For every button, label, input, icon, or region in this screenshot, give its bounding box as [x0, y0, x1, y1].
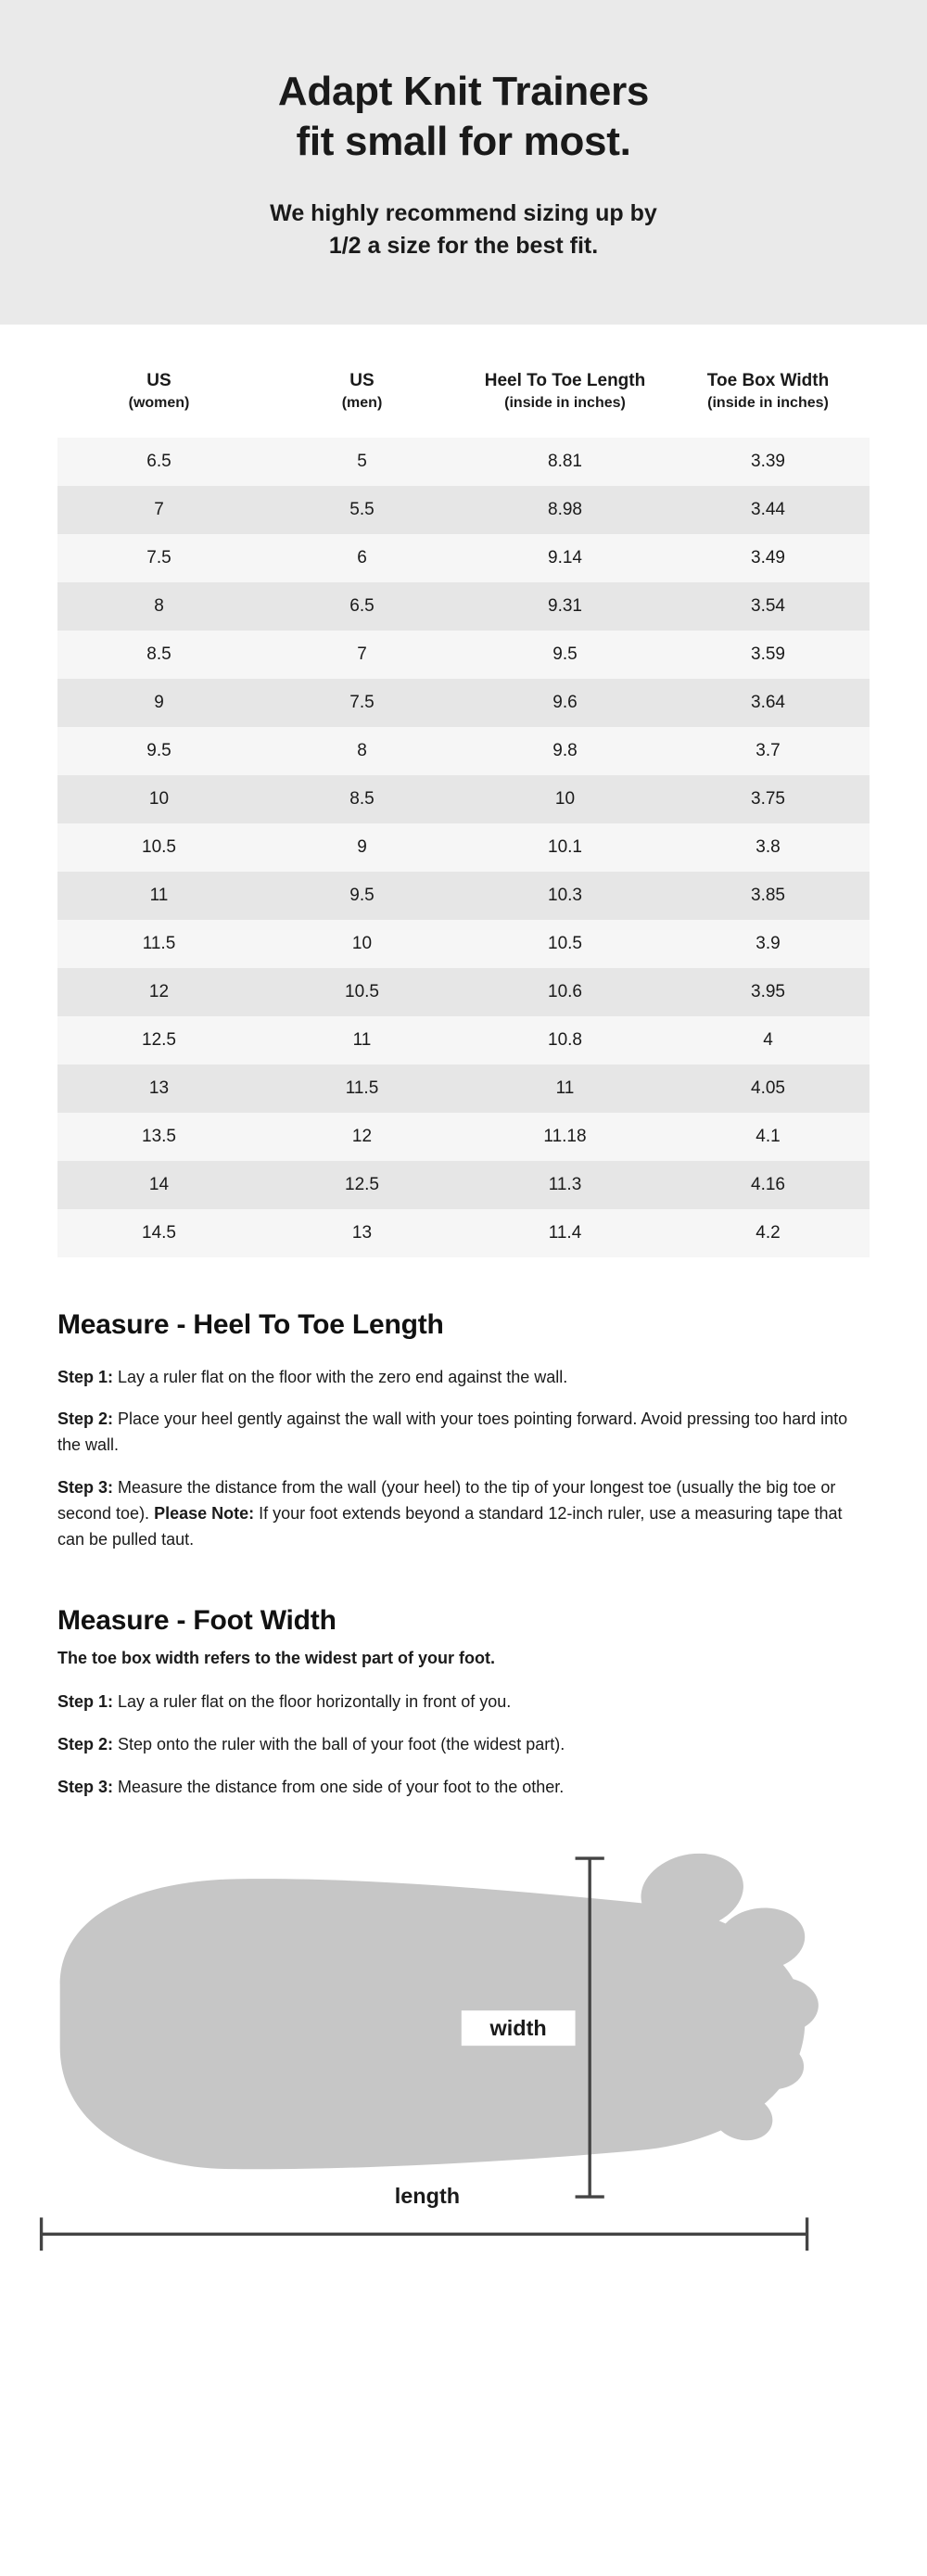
- cell-toe-box-width: 3.49: [667, 534, 870, 582]
- column-header-label: US: [349, 371, 375, 391]
- heel-to-toe-section-title: Measure - Heel To Toe Length: [57, 1308, 444, 1340]
- step-label: Step 1:: [57, 1691, 114, 1711]
- foot-width-lead: The toe box width refers to the widest part of your foot.: [57, 1648, 496, 1667]
- cell-toe-box-width: 4.2: [667, 1209, 870, 1257]
- cell-toe-box-width: 4: [667, 1016, 870, 1065]
- cell-heel-to-toe: 9.31: [464, 582, 667, 631]
- size-table-body: [57, 438, 870, 1257]
- column-header-toe-box-width: [667, 362, 870, 437]
- cell-us-women: 9.5: [57, 727, 260, 775]
- table-row: [57, 1209, 870, 1257]
- heel-to-toe-step-3: [57, 1475, 870, 1553]
- cell-toe-box-width: 3.44: [667, 486, 870, 534]
- cell-us-women: 7: [57, 486, 260, 534]
- table-row: [57, 1161, 870, 1209]
- column-header-unit: (inside in inches): [504, 394, 626, 411]
- heel-to-toe-step-1: [57, 1365, 870, 1391]
- cell-us-men: 6.5: [260, 582, 464, 631]
- cell-toe-box-width: 3.59: [667, 631, 870, 679]
- column-header-us-men: [260, 362, 464, 437]
- cell-toe-box-width: 3.75: [667, 775, 870, 823]
- cell-toe-box-width: 4.1: [667, 1113, 870, 1161]
- length-measure-line: [42, 2217, 807, 2251]
- cell-heel-to-toe: 10: [464, 775, 667, 823]
- foot-shape-icon: [60, 1843, 819, 2168]
- table-row: [57, 1065, 870, 1113]
- size-table-head: [57, 362, 870, 437]
- page-title-line-2: fit small for most.: [296, 118, 631, 164]
- cell-us-women: 11: [57, 872, 260, 920]
- cell-us-men: 11: [260, 1016, 464, 1065]
- cell-us-men: 12: [260, 1113, 464, 1161]
- page-subtitle-line-2: 1/2 a size for the best fit.: [328, 232, 599, 259]
- cell-heel-to-toe: 11.18: [464, 1113, 667, 1161]
- foot-width-section-title: Measure - Foot Width: [57, 1604, 337, 1636]
- cell-us-men: 9: [260, 823, 464, 872]
- column-header-unit: (women): [128, 394, 190, 411]
- cell-toe-box-width: 4.16: [667, 1161, 870, 1209]
- cell-us-men: 5: [260, 438, 464, 486]
- header-banner: [0, 0, 927, 325]
- foot-width-step-1: [57, 1690, 870, 1715]
- page-title-line-1: Adapt Knit Trainers: [277, 69, 650, 114]
- foot-diagram-svg: [19, 1840, 908, 2254]
- cell-us-men: 11.5: [260, 1065, 464, 1113]
- cell-us-men: 5.5: [260, 486, 464, 534]
- step-label: Step 2:: [57, 1409, 114, 1429]
- cell-us-women: 9: [57, 679, 260, 727]
- page-title: [56, 67, 871, 166]
- foot-width-step-3: [57, 1775, 870, 1801]
- table-row: [57, 823, 870, 872]
- column-header-us-women: [57, 362, 260, 437]
- cell-toe-box-width: 3.7: [667, 727, 870, 775]
- width-label: width: [489, 2015, 547, 2040]
- table-row: [57, 486, 870, 534]
- step-text: Measure the distance from one side of your foot to the other.: [113, 1777, 565, 1796]
- cell-heel-to-toe: 8.98: [464, 486, 667, 534]
- table-row: [57, 631, 870, 679]
- cell-toe-box-width: 3.8: [667, 823, 870, 872]
- table-row: [57, 679, 870, 727]
- step-text: Lay a ruler flat on the floor horizontally in front of you.: [113, 1691, 512, 1711]
- table-row: [57, 920, 870, 968]
- cell-toe-box-width: 3.9: [667, 920, 870, 968]
- length-label: length: [394, 2183, 461, 2208]
- cell-us-women: 13.5: [57, 1113, 260, 1161]
- cell-us-women: 8: [57, 582, 260, 631]
- cell-us-women: 13: [57, 1065, 260, 1113]
- cell-us-women: 7.5: [57, 534, 260, 582]
- step-label: Step 3:: [57, 1777, 114, 1796]
- cell-us-men: 6: [260, 534, 464, 582]
- cell-heel-to-toe: 9.5: [464, 631, 667, 679]
- cell-toe-box-width: 3.39: [667, 438, 870, 486]
- table-row: [57, 582, 870, 631]
- table-header-row: [57, 362, 870, 437]
- step-text: Lay a ruler flat on the floor with the zero end against the wall.: [113, 1367, 568, 1386]
- cell-us-women: 10: [57, 775, 260, 823]
- page-subtitle: [56, 198, 871, 261]
- cell-us-women: 10.5: [57, 823, 260, 872]
- cell-us-men: 13: [260, 1209, 464, 1257]
- please-note-text: If your foot extends beyond a standard 12-inch ruler, use a measuring tape that can be pulled taut.: [57, 1504, 843, 1549]
- table-row: [57, 1113, 870, 1161]
- cell-heel-to-toe: 10.8: [464, 1016, 667, 1065]
- cell-heel-to-toe: 8.81: [464, 438, 667, 486]
- cell-us-men: 10.5: [260, 968, 464, 1016]
- table-row: [57, 872, 870, 920]
- column-header-heel-to-toe: [464, 362, 667, 437]
- instructions: [0, 1309, 927, 1801]
- cell-heel-to-toe: 11: [464, 1065, 667, 1113]
- cell-us-women: 12.5: [57, 1016, 260, 1065]
- cell-us-men: 8.5: [260, 775, 464, 823]
- cell-us-women: 6.5: [57, 438, 260, 486]
- cell-heel-to-toe: 9.14: [464, 534, 667, 582]
- cell-us-women: 8.5: [57, 631, 260, 679]
- column-header-label: US: [146, 371, 171, 391]
- cell-us-men: 10: [260, 920, 464, 968]
- step-text: Place your heel gently against the wall with your toes pointing forward. Avoid pressing too hard into the wall.: [57, 1409, 848, 1455]
- cell-us-women: 12: [57, 968, 260, 1016]
- column-header-label: Toe Box Width: [706, 371, 830, 391]
- page-subtitle-line-1: We highly recommend sizing up by: [270, 200, 657, 227]
- cell-us-men: 7: [260, 631, 464, 679]
- cell-heel-to-toe: 10.5: [464, 920, 667, 968]
- step-label: Step 3:: [57, 1478, 114, 1498]
- table-row: [57, 775, 870, 823]
- column-header-unit: (inside in inches): [707, 394, 829, 411]
- table-row: [57, 1016, 870, 1065]
- please-note-label: Please Note:: [154, 1504, 255, 1524]
- cell-heel-to-toe: 10.3: [464, 872, 667, 920]
- cell-toe-box-width: 3.85: [667, 872, 870, 920]
- table-row: [57, 438, 870, 486]
- cell-heel-to-toe: 10.1: [464, 823, 667, 872]
- cell-us-men: 12.5: [260, 1161, 464, 1209]
- cell-heel-to-toe: 9.6: [464, 679, 667, 727]
- table-row: [57, 534, 870, 582]
- table-row: [57, 968, 870, 1016]
- step-text: Measure the distance from the wall (your heel) to the tip of your longest toe (usually the big toe or second toe).: [57, 1478, 836, 1524]
- heel-to-toe-step-2: [57, 1407, 870, 1459]
- foot-width-step-2: [57, 1732, 870, 1758]
- cell-us-women: 14: [57, 1161, 260, 1209]
- table-row: [57, 727, 870, 775]
- step-label: Step 1:: [57, 1367, 114, 1386]
- cell-toe-box-width: 4.05: [667, 1065, 870, 1113]
- cell-heel-to-toe: 11.4: [464, 1209, 667, 1257]
- cell-toe-box-width: 3.54: [667, 582, 870, 631]
- cell-us-men: 7.5: [260, 679, 464, 727]
- cell-heel-to-toe: 11.3: [464, 1161, 667, 1209]
- step-text: Step onto the ruler with the ball of your foot (the widest part).: [113, 1734, 565, 1753]
- size-table-wrapper: [0, 362, 927, 1256]
- column-header-label: Heel To Toe Length: [484, 371, 646, 391]
- cell-us-women: 14.5: [57, 1209, 260, 1257]
- cell-us-men: 9.5: [260, 872, 464, 920]
- size-table: [57, 362, 870, 1256]
- cell-us-men: 8: [260, 727, 464, 775]
- cell-us-women: 11.5: [57, 920, 260, 968]
- step-label: Step 2:: [57, 1734, 114, 1753]
- column-header-unit: (men): [341, 394, 383, 411]
- cell-heel-to-toe: 9.8: [464, 727, 667, 775]
- cell-toe-box-width: 3.95: [667, 968, 870, 1016]
- cell-heel-to-toe: 10.6: [464, 968, 667, 1016]
- cell-toe-box-width: 3.64: [667, 679, 870, 727]
- foot-measurement-diagram: [0, 1840, 927, 2254]
